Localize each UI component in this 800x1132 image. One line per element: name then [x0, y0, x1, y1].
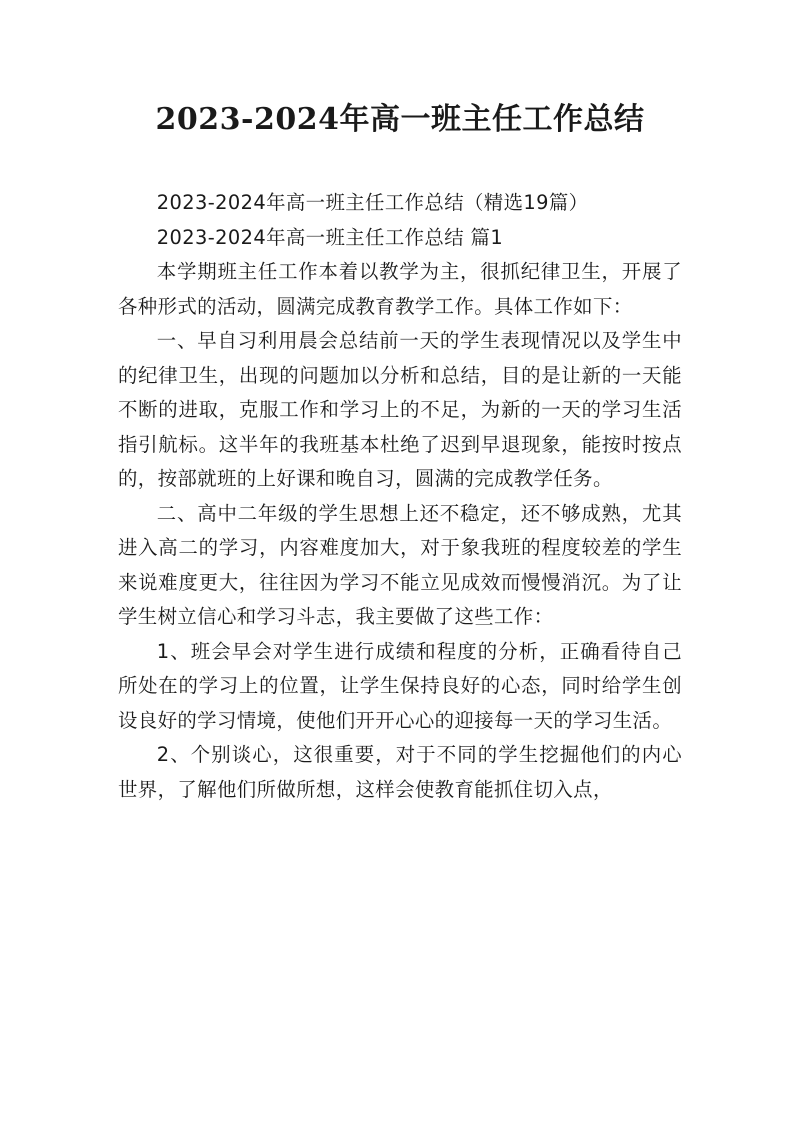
- paragraph-point-two: 二、高中二年级的学生思想上还不稳定，还不够成熟，尤其进入高二的学习，内容难度加大，对于象我班的程度较差的学生来说难度更大，往往因为学习不能立见成效而慢慢消沉。为了让学生树立信心和学习斗志，我主要做了这些工作：: [118, 501, 682, 628]
- paragraph-item-one: 1、班会早会对学生进行成绩和程度的分析，正确看待自己所处在的学习上的位置，让学生保持良好的心态，同时给学生创设良好的学习情境，使他们开开心心的迎接每一天的学习生活。: [118, 639, 682, 732]
- document-title: 2023-2024年高一班主任工作总结: [155, 102, 645, 137]
- paragraph-intro: 本学期班主任工作本着以教学为主，很抓纪律卫生，开展了各种形式的活动，圆满完成教育教学工作。具体工作如下：: [118, 260, 682, 318]
- document-subtitle: 2023-2024年高一班主任工作总结（精选19篇）: [156, 191, 589, 214]
- paragraph-item-two: 2、个别谈心，这很重要，对于不同的学生挖掘他们的内心世界，了解他们所做所想，这样会使教育能抓住切入点，: [118, 743, 682, 801]
- document-body: [118, 186, 682, 807]
- section-heading: 2023-2024年高一班主任工作总结 篇1: [156, 225, 504, 249]
- paragraph-point-one: 一、早自习利用晨会总结前一天的学生表现情况以及学生中的纪律卫生，出现的问题加以分析和总结，目的是让新的一天能不断的进取，克服工作和学习上的不足，为新的一天的学习生活指引航标。这半年的我班基本杜绝了迟到早退现象，能按时按点的，按部就班的上好课和晚自习，圆满的完成教学任务。: [118, 329, 682, 490]
